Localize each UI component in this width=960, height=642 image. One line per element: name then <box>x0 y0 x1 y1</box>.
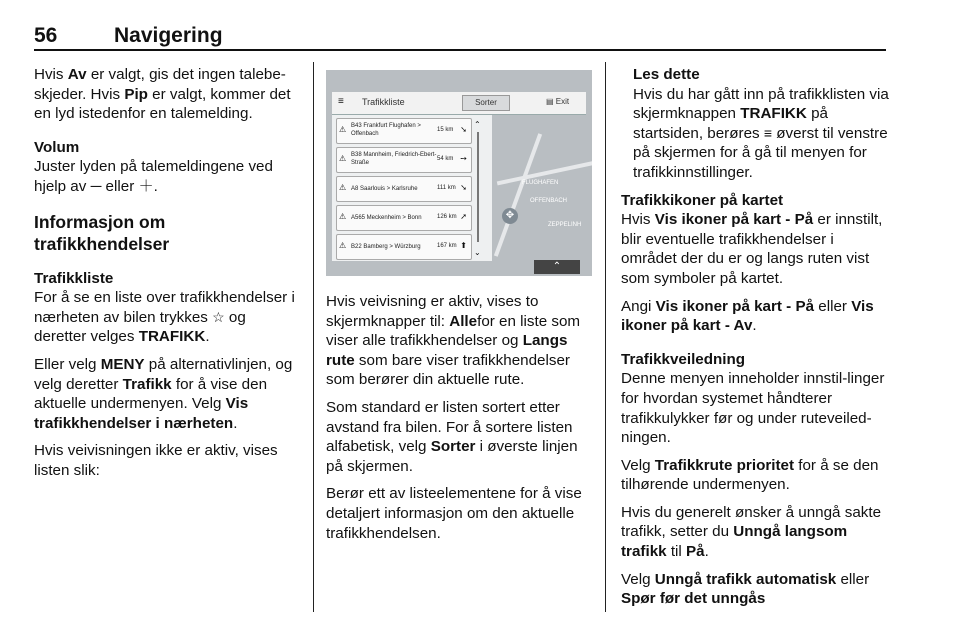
paragraph: Juster lyden på talemeldingene ved hjelp av ─ eller ＋. <box>34 158 273 195</box>
paragraph: Denne menyen inneholder innstil-linger for hvordan systemet håndterer trafikkulykker før og under ruteveiled-ningen. <box>621 370 885 447</box>
traffic-warning-icon: ⚠ <box>339 183 347 192</box>
star-icon: ☆ <box>212 308 225 325</box>
map-label: OFFENBACH <box>530 198 568 204</box>
scrollbar <box>474 120 482 260</box>
paragraph: Hvis Av er valgt, gis det ingen talebe-skjeder. Hvis Pip er valgt, kommer det en lyd istedenfor en talemelding. <box>34 66 291 123</box>
traffic-warning-icon: ⚠ <box>339 241 347 250</box>
collapse-button <box>534 260 580 274</box>
paragraph: Hvis veivisningen ikke er aktiv, vises listen slik: <box>34 442 278 479</box>
column-3 <box>621 65 889 617</box>
sort-button: Sorter <box>462 95 510 111</box>
direction-arrow-icon: ⬆ <box>460 241 467 250</box>
section-heading: Informasjon om trafikkhendelser <box>34 211 170 254</box>
subheading-trafikkveiledning: Trafikkveiledning <box>621 350 746 368</box>
page-title: Navigering <box>114 24 223 47</box>
note-box <box>621 65 889 183</box>
direction-arrow-icon: ➙ <box>460 154 467 163</box>
note-text: Hvis du har gått inn på trafikklisten via skjermknappen TRAFIKK på startsiden, berøres ≡ øverst til venstre på skjermen for å gå til menyen for trafikkinnstillinger. <box>633 85 889 181</box>
traffic-warning-icon: ⚠ <box>339 125 347 134</box>
exit-icon: ▤ <box>546 97 556 106</box>
paragraph: Angi Vis ikoner på kart - På eller Vis ikoner på kart - Av. <box>621 297 874 335</box>
map-label: FLUGHAFEN <box>522 180 559 186</box>
list-item: ⚠ B38 Mannheim, Friedrich-Ebert-Straße 54 km ➙ <box>336 147 472 173</box>
paragraph: Hvis Vis ikoner på kart - På er innstilt, blir eventuelle trafikkhendelser i området der du er og langs ruten vist som symboler på kartet. <box>621 211 883 287</box>
page-number: 56 <box>34 24 58 47</box>
column-1 <box>34 65 300 489</box>
scroll-up-icon: ⌃ <box>474 120 481 129</box>
traffic-warning-icon: ⚠ <box>339 154 347 163</box>
page-header <box>34 24 886 48</box>
paragraph: For å se en liste over trafikkhendelser i nærheten av bilen trykkes ☆ og deretter velges TRAFIKK. <box>34 289 295 346</box>
paragraph: Hvis veivisning er aktiv, vises to skjermknapper til: Allefor en liste som viser alle trafikkhendelser og Langs rute som bare viser trafikkhendelser som berører din aktuelle rute. <box>326 293 581 389</box>
screen-top-bar <box>332 92 586 115</box>
map-label: ZEPPELINH <box>548 222 582 228</box>
settings-menu-icon: ≡ <box>763 124 773 141</box>
list-item: ⚠ A565 Meckenheim > Bonn 126 km ➚ <box>336 205 472 231</box>
subheading-trafikkikoner: Trafikkikoner på kartet <box>621 191 784 209</box>
column-divider <box>605 62 606 612</box>
traffic-warning-icon: ⚠ <box>339 212 347 221</box>
note-title: Les dette <box>633 66 700 83</box>
subheading-trafikkliste: Trafikkliste <box>34 269 114 287</box>
exit-button: ▤ Exit <box>546 97 570 106</box>
header-rule <box>34 49 886 51</box>
traffic-list-screenshot <box>326 70 592 276</box>
screen-title: Trafikkliste <box>362 97 405 107</box>
paragraph: Som standard er listen sortert etter avstand fra bilen. For å sortere listen alfabetisk, velg Sorter i øverste linjen på skjermen. <box>326 398 578 475</box>
compass-icon: ✥ <box>502 208 518 224</box>
list-item: ⚠ A8 Saarlouis > Karlsruhe 111 km ➘ <box>336 176 472 202</box>
settings-menu-icon: ≡ <box>338 96 344 107</box>
paragraph: Velg Unngå trafikk automatisk eller Spør før det unngås <box>621 570 870 608</box>
paragraph: Velg Trafikkrute prioritet for å se den tilhørende undermenyen. <box>621 456 879 494</box>
column-divider <box>313 62 314 612</box>
scroll-down-icon: ⌄ <box>474 248 481 257</box>
direction-arrow-icon: ➚ <box>460 212 467 221</box>
column-2 <box>326 292 596 551</box>
subheading-volum: Volum <box>34 138 80 156</box>
chevron-up-icon: ⌃ <box>552 261 562 272</box>
direction-arrow-icon: ➘ <box>460 125 467 134</box>
direction-arrow-icon: ➘ <box>460 183 467 192</box>
paragraph: Berør ett av listeelementene for å vise detaljert informasjon om den aktuelle trafikkhendelsen. <box>326 485 582 542</box>
paragraph: Hvis du generelt ønsker å unngå sakte trafikk, setter du Unngå langsom trafikk til På. <box>621 503 882 561</box>
paragraph: Eller velg MENY på alternativlinjen, og velg deretter Trafikk for å vise den aktuelle undermenyen. Velg Vis trafikkhendelser i nærheten. <box>34 355 293 432</box>
list-item: ⚠ B22 Bamberg > Würzburg 167 km ⬆ <box>336 234 472 260</box>
list-item: ⚠ B43 Frankfurt Flughafen > Offenbach 15 km ➘ <box>336 118 472 144</box>
